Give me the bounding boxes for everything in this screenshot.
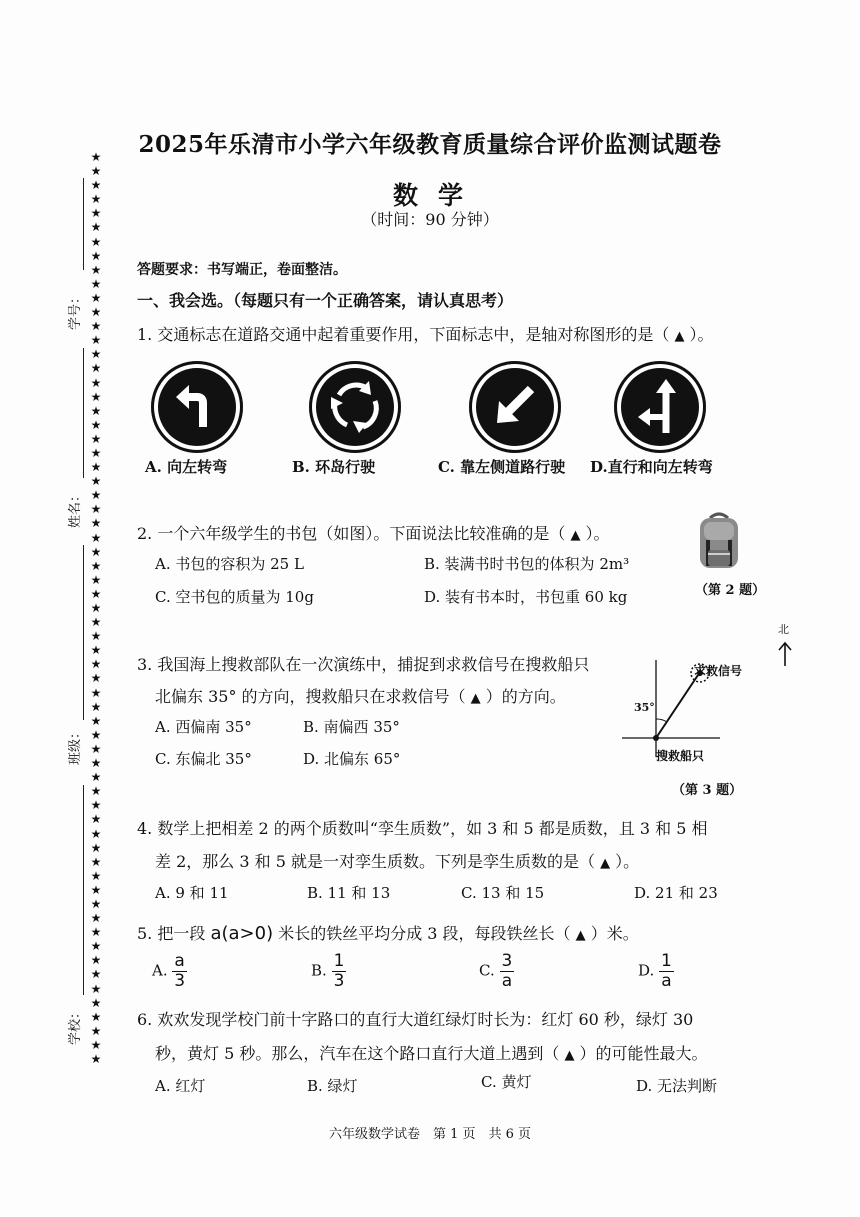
class-label: 班级： (68, 725, 83, 765)
star-icon: ★ (90, 826, 102, 841)
margin-line (83, 348, 84, 478)
star-icon: ★ (90, 1009, 102, 1024)
roundabout-sign-icon (309, 361, 401, 453)
binding-stars (89, 150, 103, 1066)
star-icon: ★ (90, 629, 102, 644)
question-2: 2. 一个六年级学生的书包（如图）。下面说法比较准确的是（ ▲ ）。 (137, 524, 610, 543)
q4-option-b: B. 11 和 13 (307, 884, 391, 902)
answer-blank: ▲ (575, 928, 586, 943)
north-label: 北 (778, 623, 789, 636)
star-icon: ★ (90, 192, 102, 207)
q4-option-d: D. 21 和 23 (634, 884, 718, 902)
exam-time: （时间：90 分钟） (361, 210, 499, 229)
star-icon: ★ (90, 911, 102, 926)
page-footer: 六年级数学试卷 第 1 页 共 6 页 (328, 1127, 532, 1142)
star-icon: ★ (90, 206, 102, 221)
q1-option-b: B. 环岛行驶 (292, 458, 376, 476)
keep-left-sign-icon (469, 361, 561, 453)
answer-blank: ▲ (674, 329, 685, 344)
q3-option-a: A. 西偏南 35° (155, 718, 252, 736)
star-icon: ★ (90, 657, 102, 672)
star-icon: ★ (90, 868, 102, 883)
q2-caption: （第 2 题） (695, 583, 766, 598)
q5-option-b: B. $\frac{1}{3}$ (311, 951, 345, 991)
question-3-line2: 北偏东 35° 的方向，搜救船只在求救信号（ ▲ ）的方向。 (155, 687, 566, 706)
star-icon: ★ (90, 375, 102, 390)
angle-label: 35° (634, 701, 655, 714)
star-icon: ★ (90, 784, 102, 799)
q6-option-d: D. 无法判断 (636, 1077, 718, 1095)
ship-label: 搜救船只 (656, 749, 705, 763)
star-icon: ★ (90, 756, 102, 771)
backpack-icon (694, 510, 744, 576)
q2-option-b: B. 装满书时书包的体积为 2m³ (424, 555, 630, 573)
q5-option-a: A. $\frac{a}{3}$ (152, 951, 186, 991)
star-icon: ★ (90, 178, 102, 193)
q5-option-d: D. $\frac{1}{a}$ (638, 951, 672, 991)
star-icon: ★ (90, 389, 102, 404)
q3-caption: （第 3 题） (672, 783, 743, 798)
q4-option-a: A. 9 和 11 (155, 884, 229, 902)
star-icon: ★ (90, 460, 102, 475)
q5-math-expression: a(a>0) (210, 923, 274, 944)
q1-option-a: A. 向左转弯 (145, 458, 228, 476)
star-icon: ★ (90, 164, 102, 179)
star-icon: ★ (90, 488, 102, 503)
answer-blank: ▲ (600, 856, 611, 871)
page-title: 2025年乐清市小学六年级教育质量综合评价监测试题卷 (138, 131, 722, 158)
q6-option-c: C. 黄灯 (481, 1073, 532, 1091)
star-icon: ★ (90, 586, 102, 601)
star-icon: ★ (90, 417, 102, 432)
star-icon: ★ (90, 854, 102, 869)
q6-option-b: B. 绿灯 (307, 1077, 358, 1095)
section-heading: 一、我会选。（每题只有一个正确答案，请认真思考） (137, 291, 514, 310)
star-icon: ★ (90, 530, 102, 545)
signal-label: 求救信号 (694, 664, 743, 678)
star-icon: ★ (90, 685, 102, 700)
star-icon: ★ (90, 431, 102, 446)
star-icon: ★ (90, 1037, 102, 1052)
star-icon: ★ (90, 699, 102, 714)
star-icon: ★ (90, 615, 102, 630)
star-icon: ★ (90, 882, 102, 897)
question-4-line2: 差 2，那么 3 和 5 就是一对孪生质数。下列是孪生质数的是（ ▲ ）。 (155, 852, 640, 871)
subject-title: 数学 (392, 181, 483, 210)
question-6-line2: 秒，黄灯 5 秒。那么，汽车在这个路口直行大道上遇到（ ▲ ）的可能性最大。 (155, 1044, 708, 1063)
star-icon: ★ (90, 445, 102, 460)
star-icon: ★ (90, 248, 102, 263)
answer-blank: ▲ (470, 691, 481, 706)
star-icon: ★ (90, 544, 102, 559)
star-icon: ★ (90, 319, 102, 334)
star-icon: ★ (90, 601, 102, 615)
star-icon: ★ (90, 220, 102, 235)
margin-line (83, 785, 84, 995)
star-icon: ★ (90, 150, 102, 164)
answer-requirement: 答题要求：书写端正，卷面整洁。 (137, 262, 347, 278)
star-icon: ★ (90, 643, 102, 658)
star-icon: ★ (90, 276, 102, 291)
star-icon: ★ (90, 770, 102, 785)
school-label: 学校： (68, 1005, 83, 1045)
question-5: 5. 把一段 a(a>0) 米长的铁丝平均分成 3 段，每段铁丝长（ ▲ ）米。 (137, 923, 639, 944)
star-icon: ★ (90, 516, 102, 531)
star-icon: ★ (90, 305, 102, 320)
q2-option-c: C. 空书包的质量为 10g (155, 588, 314, 606)
star-icon: ★ (90, 896, 102, 911)
star-icon: ★ (90, 995, 102, 1010)
star-icon: ★ (90, 502, 102, 517)
star-icon: ★ (90, 925, 102, 940)
star-icon: ★ (90, 290, 102, 305)
star-icon: ★ (90, 812, 102, 827)
q3-option-c: C. 东偏北 35° (155, 750, 252, 768)
star-icon: ★ (90, 572, 102, 587)
star-icon: ★ (90, 967, 102, 982)
margin-line (83, 545, 84, 720)
star-icon: ★ (90, 741, 102, 756)
answer-blank: ▲ (570, 528, 581, 543)
star-icon: ★ (90, 798, 102, 813)
question-3-line1: 3. 我国海上搜救部队在一次演练中，捕捉到求救信号在搜救船只 (137, 655, 590, 674)
star-icon: ★ (90, 727, 102, 742)
star-icon: ★ (90, 347, 102, 362)
north-arrow-icon (778, 640, 792, 672)
star-icon: ★ (90, 262, 102, 277)
name-label: 姓名： (68, 488, 83, 528)
star-icon: ★ (90, 234, 102, 249)
q2-option-a: A. 书包的容积为 25 L (155, 555, 304, 573)
star-icon: ★ (90, 939, 102, 954)
q1-option-d: D.直行和向左转弯 (590, 458, 713, 476)
star-icon: ★ (90, 671, 102, 686)
straight-or-left-sign-icon (614, 361, 706, 453)
star-icon: ★ (90, 981, 102, 996)
q1-option-c: C. 靠左侧道路行驶 (438, 458, 566, 476)
star-icon: ★ (90, 361, 102, 376)
question-4-line1: 4. 数学上把相差 2 的两个质数叫“孪生质数”，如 3 和 5 都是质数，且 3 和 5 相 (137, 819, 708, 838)
star-icon: ★ (90, 558, 102, 573)
question-6-line1: 6. 欢欢发现学校门前十字路口的直行大道红绿灯时长为：红灯 60 秒，绿灯 30 (137, 1010, 694, 1029)
student-id-label: 学号： (68, 290, 83, 330)
q3-option-b: B. 南偏西 35° (303, 718, 400, 736)
question-1: 1. 交通标志在道路交通中起着重要作用，下面标志中，是轴对称图形的是（ ▲ ）。 (137, 325, 714, 344)
star-icon: ★ (90, 840, 102, 855)
answer-blank: ▲ (564, 1048, 575, 1063)
star-icon: ★ (90, 1052, 102, 1066)
star-icon: ★ (90, 333, 102, 348)
q5-option-c: C. $\frac{3}{a}$ (479, 951, 513, 991)
q2-option-d: D. 装有书本时，书包重 60 kg (424, 588, 628, 606)
turn-left-sign-icon (151, 361, 243, 453)
star-icon: ★ (90, 1023, 102, 1038)
q6-option-a: A. 红灯 (155, 1077, 206, 1095)
star-icon: ★ (90, 403, 102, 418)
q4-option-c: C. 13 和 15 (461, 884, 545, 902)
q3-option-d: D. 北偏东 65° (303, 750, 401, 768)
star-icon: ★ (90, 713, 102, 728)
star-icon: ★ (90, 474, 102, 489)
star-icon: ★ (90, 953, 102, 968)
